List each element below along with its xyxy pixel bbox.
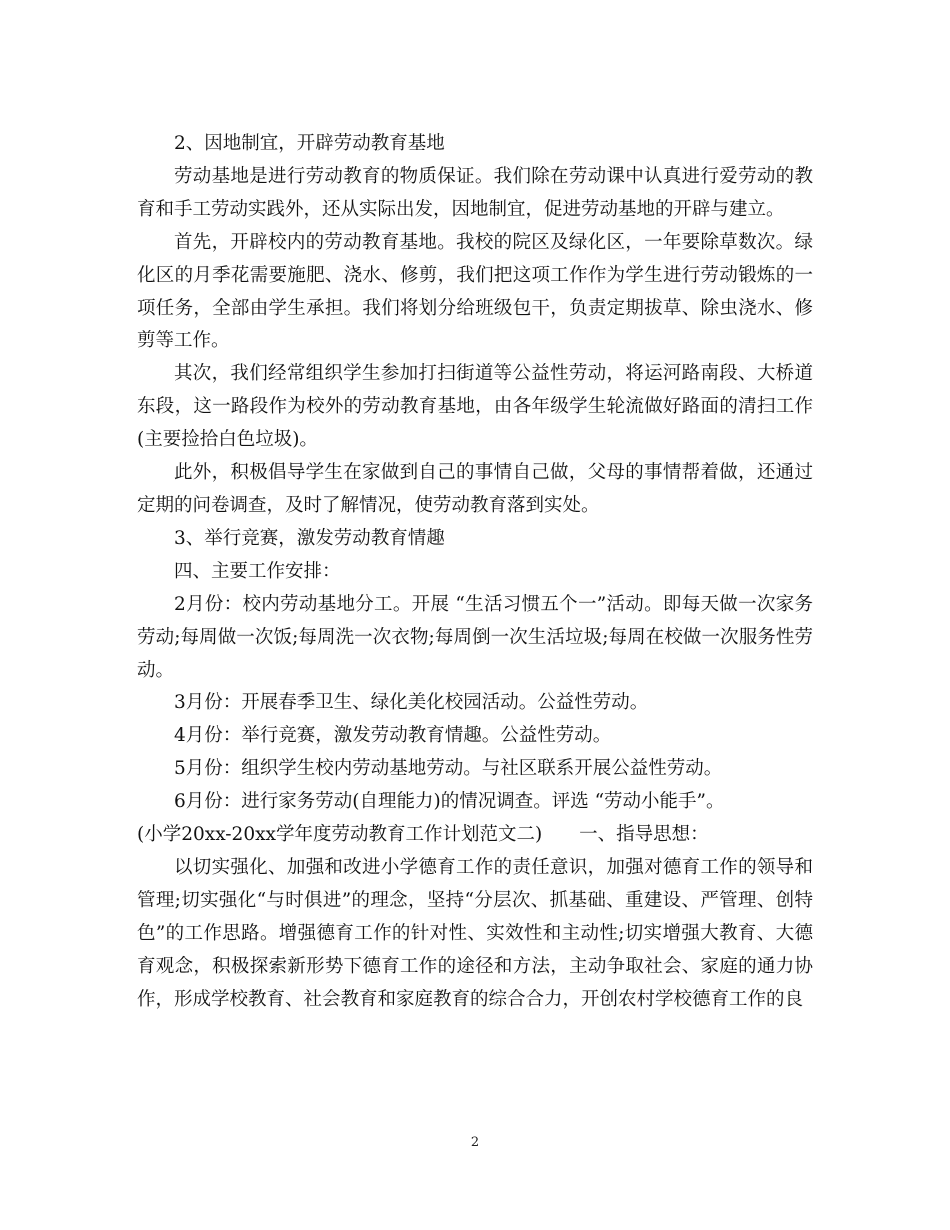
- schedule-may: 5月份：组织学生校内劳动基地劳动。与社区联系开展公益性劳动。: [174, 758, 723, 780]
- paragraph-labor-base: 劳动基地是进行劳动教育的物质保证。我们除在劳动课中认真进行爱劳动的教育和手工劳动实践外，还从实际出发，因地制宜，促进劳动基地的开辟与建立。: [137, 165, 813, 220]
- schedule-june: 6月份：进行家务劳动(自理能力)的情况调查。评选 “劳动小能手”。: [174, 791, 725, 813]
- section-heading-3: 3、举行竞赛，激发劳动教育情趣: [174, 527, 445, 549]
- paragraph-second: 其次，我们经常组织学生参加打扫街道等公益性劳动，将运河路南段、大桥道东段，这一路段作为校外的劳动教育基地，由各年级学生轮流做好路面的清扫工作(主要捡拾白色垃圾)。: [137, 363, 813, 451]
- section-heading-4: 四、主要工作安排：: [174, 560, 341, 582]
- paragraph-additionally: 此外，积极倡导学生在家做到自己的事情自己做，父母的事情帮着做，还通过定期的问卷调查，及时了解情况，使劳动教育落到实处。: [137, 462, 813, 516]
- document-body: [137, 128, 813, 1016]
- paragraph-first: 首先，开辟校内的劳动教育基地。我校的院区及绿化区，一年要除草数次。绿化区的月季花需要施肥、浇水、修剪，我们把这项工作作为学生进行劳动锻炼的一项任务，全部由学生承担。我们将划分给班级包干，负责定期拔草、除虫浇水、修剪等工作。: [137, 231, 813, 352]
- section-heading-2: 2、因地制宜，开辟劳动教育基地: [174, 133, 445, 154]
- schedule-march: 3月份：开展春季卫生、绿化美化校园活动。公益性劳动。: [174, 692, 649, 714]
- second-sample-heading: (小学20xx-20xx学年度劳动教育工作计划范文二) 一、指导思想：: [137, 824, 709, 846]
- schedule-april: 4月份：举行竞赛，激发劳动教育情趣。公益性劳动。: [174, 725, 612, 747]
- schedule-february: 2月份：校内劳动基地分工。开展 “生活习惯五个一”活动。即每天做一次家务劳动;每周做一次饭;每周洗一次衣物;每周倒一次生活垃圾;每周在校做一次服务性劳动。: [137, 593, 813, 681]
- page-number: 2: [470, 1135, 480, 1150]
- paragraph-guiding-idea: 以切实强化、加强和改进小学德育工作的责任意识，加强对德育工作的领导和管理;切实强化“与时俱进”的理念，坚持“分层次、抓基础、重建设、严管理、创特色”的工作思路。增强德育工作的针对性、实效性和主动性;切实增强大教育、大德育观念，积极探索新形势下德育工作的途径和方法，主动争取社会、家庭的通力协作，形成学校教育、社会教育和家庭教育的综合合力，开创农村学校德育工作的良: [137, 856, 813, 1010]
